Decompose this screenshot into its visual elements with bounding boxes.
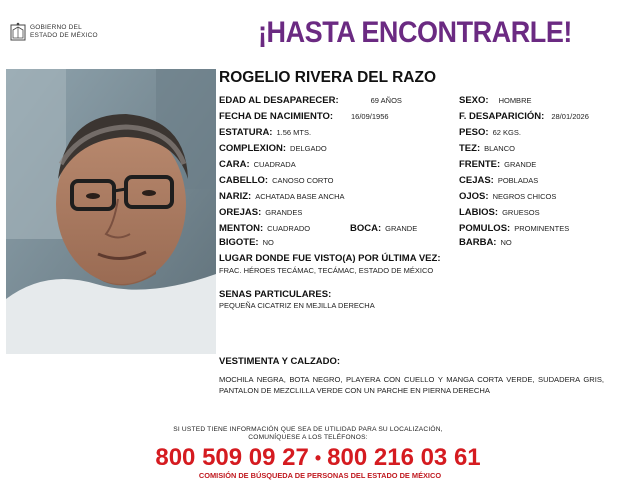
field-value: GRANDE bbox=[385, 224, 418, 233]
clothing-value: MOCHILA NEGRA, BOTA NEGRO, PLAYERA CON CUELLO Y MANGA CORTA VERDE, SUDADERA GRIS, PANTALON DE MEZCLILLA VERDE CON UN PARCHE EN PIERNA DERECHA bbox=[219, 375, 604, 395]
headline: ¡HASTA ENCONTRARLE! bbox=[258, 16, 572, 49]
field-value: HOMBRE bbox=[498, 96, 532, 105]
field-value: 1.56 MTS. bbox=[276, 128, 312, 137]
field-sexo bbox=[459, 96, 531, 106]
last-seen-value: FRAC. HÉROES TECÁMAC, TECÁMAC, ESTADO DE MÉXICO bbox=[219, 266, 434, 275]
field-label: FRENTE: bbox=[459, 159, 501, 170]
field-labios bbox=[459, 208, 540, 218]
field-cara bbox=[219, 160, 296, 170]
field-label: ESTATURA: bbox=[219, 127, 273, 138]
field-value: NO bbox=[500, 238, 512, 247]
field-ojos bbox=[459, 192, 556, 202]
phone-numbers bbox=[108, 444, 528, 472]
field-label: F. DESAPARICIÓN: bbox=[459, 111, 545, 122]
field-label: NARIZ: bbox=[219, 191, 252, 202]
logo-text-line2: ESTADO DE MÉXICO bbox=[30, 32, 98, 39]
marks-value: PEQUEÑA CICATRIZ EN MEJILLA DERECHA bbox=[219, 301, 375, 310]
field-nacimiento bbox=[219, 112, 389, 122]
field-label: EDAD AL DESAPARECER: bbox=[219, 95, 339, 106]
field-value: 28/01/2026 bbox=[551, 112, 589, 121]
field-boca bbox=[350, 224, 417, 234]
field-value: CUADRADO bbox=[267, 224, 311, 233]
field-edad bbox=[219, 96, 402, 106]
field-value: POBLADAS bbox=[497, 176, 539, 185]
field-label: PESO: bbox=[459, 127, 489, 138]
field-value: PROMINENTES bbox=[514, 224, 570, 233]
field-value: CUADRADA bbox=[253, 160, 296, 169]
government-logo bbox=[10, 22, 120, 44]
field-label: CEJAS: bbox=[459, 175, 494, 186]
last-seen-label: LUGAR DONDE FUE VISTO(A) POR ÚLTIMA VEZ: bbox=[219, 253, 441, 264]
phone-separator: • bbox=[314, 447, 322, 468]
field-label: LABIOS: bbox=[459, 207, 499, 218]
field-label: POMULOS: bbox=[459, 223, 511, 234]
logo-text-line1: GOBIERNO DEL bbox=[30, 24, 82, 31]
field-frente bbox=[459, 160, 536, 170]
coat-of-arms-icon bbox=[10, 22, 26, 42]
field-label: MENTON: bbox=[219, 223, 264, 234]
field-value: GRUESOS bbox=[502, 208, 540, 217]
clothing-label: VESTIMENTA Y CALZADO: bbox=[219, 356, 341, 367]
contact-notice bbox=[150, 426, 466, 442]
field-tez bbox=[459, 144, 515, 154]
field-label: BIGOTE: bbox=[219, 237, 259, 248]
field-cejas bbox=[459, 176, 538, 186]
field-label: CABELLO: bbox=[219, 175, 269, 186]
field-value: ACHATADA BASE ANCHA bbox=[255, 192, 345, 201]
field-label: TEZ: bbox=[459, 143, 481, 154]
phone-number-1: 800 509 09 27 bbox=[155, 444, 309, 471]
field-label: OJOS: bbox=[459, 191, 489, 202]
field-estatura bbox=[219, 128, 311, 138]
phone-number-2: 800 216 03 61 bbox=[327, 444, 481, 471]
portrait-illustration bbox=[6, 69, 216, 354]
field-value: BLANCO bbox=[484, 144, 515, 153]
field-value: NEGROS CHICOS bbox=[492, 192, 557, 201]
field-pomulos bbox=[459, 224, 569, 234]
field-label: OREJAS: bbox=[219, 207, 262, 218]
field-cabello bbox=[219, 176, 333, 186]
field-complexion bbox=[219, 144, 327, 154]
logo-text bbox=[30, 24, 98, 40]
field-desaparicion bbox=[459, 112, 589, 122]
field-value: 69 AÑOS bbox=[370, 96, 402, 105]
field-label: SEXO: bbox=[459, 95, 489, 106]
field-label: BARBA: bbox=[459, 237, 497, 248]
person-name: ROGELIO RIVERA DEL RAZO bbox=[219, 69, 437, 86]
field-barba bbox=[459, 238, 512, 248]
field-value: 16/09/1956 bbox=[351, 112, 389, 121]
field-value: NO bbox=[262, 238, 274, 247]
field-peso bbox=[459, 128, 521, 138]
field-bigote bbox=[219, 238, 274, 248]
commission-name: COMISIÓN DE BÚSQUEDA DE PERSONAS DEL ESTADO DE MÉXICO bbox=[198, 471, 442, 480]
field-label: BOCA: bbox=[350, 223, 382, 234]
notice-line2: COMUNÍQUESE A LOS TELÉFONOS: bbox=[248, 434, 368, 441]
field-label: CARA: bbox=[219, 159, 250, 170]
field-nariz bbox=[219, 192, 345, 202]
notice-line1: SI USTED TIENE INFORMACIÓN QUE SEA DE UTILIDAD PARA SU LOCALIZACIÓN, bbox=[173, 426, 443, 433]
field-value: GRANDES bbox=[265, 208, 303, 217]
field-value: DELGADO bbox=[290, 144, 327, 153]
field-label: FECHA DE NACIMIENTO: bbox=[219, 111, 333, 122]
field-menton bbox=[219, 224, 310, 234]
field-value: GRANDE bbox=[504, 160, 537, 169]
field-value: 62 KGS. bbox=[492, 128, 521, 137]
person-photo bbox=[6, 69, 216, 354]
field-label: COMPLEXION: bbox=[219, 143, 287, 154]
field-orejas bbox=[219, 208, 302, 218]
field-value: CANOSO CORTO bbox=[272, 176, 334, 185]
marks-label: SENAS PARTICULARES: bbox=[219, 289, 332, 300]
